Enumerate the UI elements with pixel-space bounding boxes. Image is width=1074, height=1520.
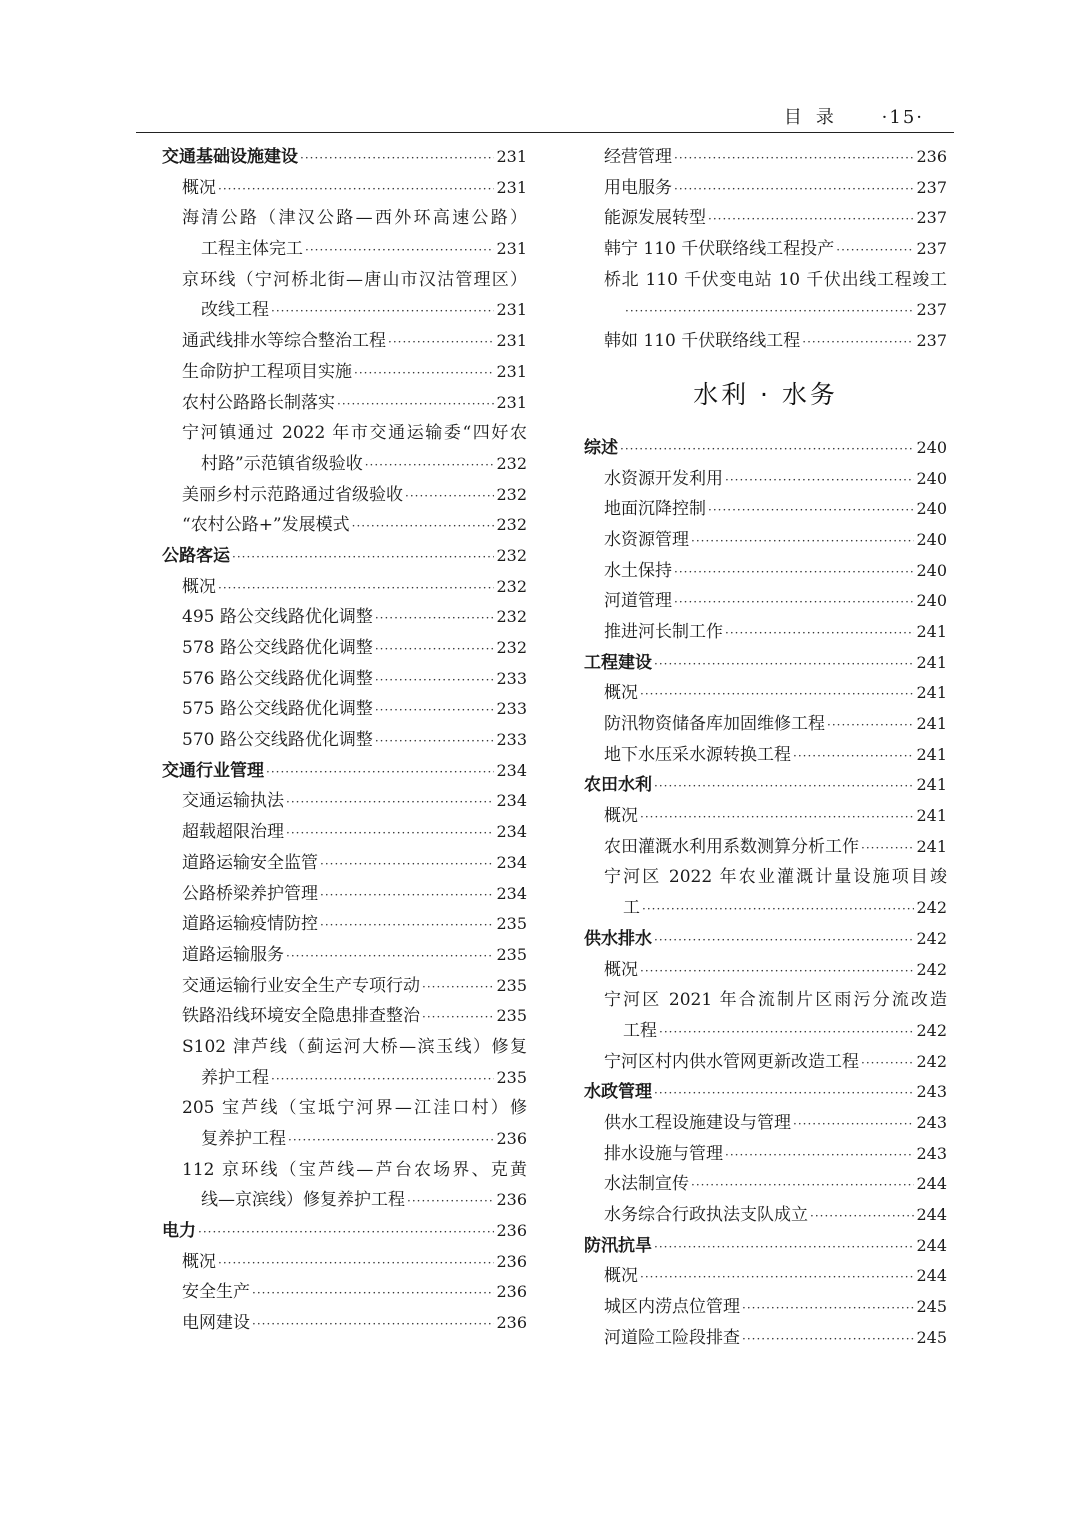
toc-page-number: 241: [916, 714, 947, 733]
toc-page-number: 242: [916, 1051, 947, 1071]
toc-entry-title: 水资源开发利用: [604, 468, 723, 489]
toc-entry[interactable]: [162, 203, 527, 234]
dot-leader: [620, 434, 914, 465]
dot-leader: [625, 296, 914, 327]
toc-page-number: 233: [496, 730, 527, 750]
toc-page-number: 242: [916, 928, 947, 948]
toc-page-number: 240: [916, 499, 947, 519]
dot-leader: [288, 1125, 494, 1156]
toc-entry[interactable]: [584, 326, 947, 357]
toc-entry-title: 水法制宣传: [604, 1174, 689, 1195]
toc-entry-title: 供水排水: [584, 928, 652, 949]
toc-page-number: 237: [916, 208, 947, 228]
toc-entry[interactable]: [584, 173, 947, 204]
toc-page-number: 236: [496, 1190, 527, 1210]
toc-entry[interactable]: [162, 633, 527, 664]
toc-page-number: 240: [916, 437, 947, 457]
dot-leader: [708, 495, 914, 526]
toc-entry[interactable]: [162, 817, 527, 848]
dot-leader: [793, 1109, 914, 1140]
toc-entry-title: 道路运输安全监管: [182, 852, 318, 873]
toc-entry-title: 工程主体完工: [201, 239, 303, 260]
dot-leader: [232, 542, 494, 573]
toc-entry-title: 道路运输服务: [182, 944, 284, 965]
toc-entry-title: 复养护工程: [201, 1129, 286, 1149]
toc-entry-title: 地下水压采水源转换工程: [604, 744, 791, 765]
toc-page-number: 245: [916, 1297, 947, 1317]
dot-leader: [640, 1262, 914, 1293]
toc-entry-title: 综述: [584, 437, 618, 458]
toc-entry-title: 交通运输执法: [182, 791, 284, 812]
dot-leader: [725, 1140, 914, 1171]
toc-page-number: 231: [496, 361, 527, 381]
toc-entry[interactable]: [584, 1169, 947, 1200]
toc-entry[interactable]: [162, 357, 527, 388]
dot-leader: [320, 880, 494, 911]
toc-page-number: 244: [916, 1205, 947, 1224]
toc-entry[interactable]: [584, 586, 947, 617]
toc-page-number: 234: [496, 822, 527, 842]
section-title: 水利 · 水务: [693, 379, 838, 409]
dot-leader: [654, 771, 914, 802]
dot-leader: [300, 143, 494, 174]
dot-leader: [388, 327, 494, 358]
toc-entry[interactable]: [584, 556, 947, 587]
toc-entry-title: 河道管理: [604, 591, 672, 612]
toc-entry[interactable]: [584, 1292, 947, 1323]
toc-page-number: 241: [916, 652, 947, 672]
toc-entry-title: 宁河区 2021 年合流制片区雨污分流改造: [604, 990, 947, 1011]
dot-leader: [337, 389, 494, 420]
dot-leader: [405, 481, 494, 512]
toc-page-number: 236: [496, 1313, 527, 1333]
toc-entry[interactable]: [584, 709, 947, 740]
toc-entry[interactable]: [162, 265, 527, 296]
toc-entry-title: 城区内涝点位管理: [604, 1297, 740, 1318]
toc-entry[interactable]: [162, 909, 527, 940]
dot-leader: [742, 1293, 914, 1324]
toc-entry-title: 农田灌溉水利用系数测算分析工作: [604, 836, 859, 857]
toc-entry-title: “农村公路+”发展模式: [182, 515, 350, 536]
dot-leader: [802, 327, 914, 358]
toc-page-number: 231: [496, 177, 527, 197]
toc-page-number: 241: [916, 683, 947, 703]
toc-page-number: 235: [496, 944, 527, 964]
toc-entry-title: 576 路公交线路优化调整: [182, 668, 373, 689]
dot-leader: [422, 1002, 494, 1033]
toc-entry-title: 112 京环线（宝芦线—芦台农场界、克黄: [182, 1159, 527, 1180]
toc-entry-title: 570 路公交线路优化调整: [182, 730, 373, 751]
dot-leader: [218, 174, 494, 205]
toc-entry[interactable]: [584, 464, 947, 495]
toc-entry-title: 地面沉降控制: [604, 499, 706, 520]
toc-entry[interactable]: [584, 265, 947, 296]
toc-entry-title: 宁河镇通过 2022 年市交通运输委“四好农: [182, 423, 527, 444]
dot-leader: [674, 557, 914, 588]
toc-entry-title: 京环线（宁河桥北街—唐山市汉沽管理区）: [182, 269, 527, 290]
dot-leader: [422, 972, 494, 1003]
toc-heading[interactable]: [584, 1077, 947, 1108]
toc-entry[interactable]: [162, 1277, 527, 1308]
toc-page-number: 235: [496, 1067, 527, 1087]
toc-page-number: 236: [496, 1129, 527, 1148]
toc-entry[interactable]: [162, 1247, 527, 1278]
toc-entry[interactable]: [584, 985, 947, 1016]
toc-entry-title: 概况: [182, 576, 216, 597]
toc-page-number: 232: [496, 576, 527, 596]
toc-entry-title: 能源发展转型: [604, 208, 706, 229]
dot-leader: [861, 1048, 914, 1079]
toc-page-number: 234: [496, 791, 527, 811]
toc-page-number: 243: [916, 1082, 947, 1102]
toc-heading[interactable]: [584, 648, 947, 679]
toc-page-number: 236: [916, 147, 947, 166]
toc-page-number: 235: [496, 1006, 527, 1026]
dot-leader: [708, 204, 914, 235]
toc-entry-title: 美丽乡村示范路通过省级验收: [182, 484, 403, 505]
toc-entry[interactable]: [162, 940, 527, 971]
toc-page-number: 244: [916, 1174, 947, 1194]
toc-entry[interactable]: [162, 1093, 527, 1124]
dot-leader: [365, 450, 495, 481]
toc-entry[interactable]: [162, 1063, 527, 1094]
toc-page-number: 240: [916, 468, 947, 488]
toc-page-number: 245: [916, 1327, 947, 1347]
toc-entry[interactable]: [584, 678, 947, 709]
dot-leader: [642, 894, 914, 925]
dot-leader: [375, 695, 495, 726]
toc-page-number: 242: [916, 1020, 947, 1040]
toc-page-number: 237: [916, 300, 947, 320]
toc-heading[interactable]: [162, 1216, 527, 1247]
toc-entry[interactable]: [162, 388, 527, 419]
toc-entry[interactable]: [162, 848, 527, 879]
toc-entry-title: 205 宝芦线（宝坻宁河界—江洼口村）修: [182, 1098, 527, 1119]
toc-entry[interactable]: [162, 572, 527, 603]
dot-leader: [286, 941, 494, 972]
toc-entry-title: 概况: [604, 806, 638, 827]
toc-page-number: 241: [916, 744, 947, 764]
toc-entry[interactable]: [584, 801, 947, 832]
toc-entry-title: 改线工程: [201, 300, 269, 321]
dot-leader: [407, 1186, 494, 1217]
toc-page-number: 231: [496, 147, 527, 166]
toc-heading[interactable]: [584, 770, 947, 801]
toc-page-number: 237: [916, 239, 947, 259]
toc-page-number: 235: [496, 975, 527, 995]
running-header: [784, 103, 924, 129]
toc-page-number: 244: [916, 1266, 947, 1286]
toc-page-number: 235: [496, 914, 527, 934]
toc-entry[interactable]: [162, 971, 527, 1002]
toc-page-number: 243: [916, 1143, 947, 1163]
toc-page-number: 231: [496, 300, 527, 320]
header-page-number: ·15·: [881, 107, 924, 128]
dot-leader: [810, 1201, 914, 1232]
toc-entry[interactable]: [584, 234, 947, 265]
toc-entry[interactable]: [162, 173, 527, 204]
toc-page-number: 232: [496, 515, 527, 535]
dot-leader: [640, 802, 914, 833]
toc-entry[interactable]: [162, 602, 527, 633]
toc-entry-title: 推进河长制工作: [604, 621, 723, 642]
dot-leader: [659, 1017, 914, 1048]
dot-leader: [640, 956, 914, 987]
toc-page-number: 240: [916, 560, 947, 580]
toc-entry[interactable]: [162, 418, 527, 449]
toc-page-number: 234: [496, 852, 527, 872]
toc-entry[interactable]: [162, 786, 527, 817]
header-rule: [136, 132, 954, 133]
toc-entry-title: 超载超限治理: [182, 822, 284, 843]
toc-entry[interactable]: [162, 1124, 527, 1155]
toc-entry[interactable]: [162, 1155, 527, 1186]
dot-leader: [305, 235, 494, 266]
toc-page-number: 232: [496, 607, 527, 627]
toc-entry[interactable]: [162, 295, 527, 326]
toc-entry[interactable]: [584, 203, 947, 234]
toc-entry[interactable]: [584, 1139, 947, 1170]
toc-page-number: 233: [496, 699, 527, 719]
toc-page-number: 231: [496, 392, 527, 412]
dot-leader: [674, 174, 914, 205]
toc-entry-title: 宁河区 2022 年农业灌溉计量设施项目竣: [604, 867, 947, 888]
dot-leader: [793, 741, 914, 772]
toc-entry-title: 防汛抗旱: [584, 1235, 652, 1256]
toc-entry-title: 水政管理: [584, 1082, 652, 1103]
dot-leader: [352, 511, 495, 542]
toc-page-number: 241: [916, 621, 947, 641]
toc-entry[interactable]: [162, 1185, 527, 1216]
toc-entry-title: 经营管理: [604, 147, 672, 167]
toc-entry[interactable]: [162, 725, 527, 756]
toc-heading[interactable]: [584, 924, 947, 955]
toc-entry[interactable]: [584, 1323, 947, 1354]
toc-entry[interactable]: [584, 617, 947, 648]
dot-leader: [725, 618, 914, 649]
toc-page-number: 240: [916, 529, 947, 549]
toc-entry[interactable]: [162, 326, 527, 357]
toc-entry-title: 578 路公交线路优化调整: [182, 638, 373, 658]
dot-leader: [827, 710, 914, 741]
toc-entry-title: 交通基础设施建设: [162, 147, 298, 167]
toc-entry-title: 生命防护工程项目实施: [182, 361, 352, 382]
toc-page-number: 240: [916, 591, 947, 611]
toc-page-number: 233: [496, 668, 527, 688]
toc-entry[interactable]: [162, 1032, 527, 1063]
toc-entry-title: 概况: [604, 1266, 638, 1287]
toc-entry[interactable]: [162, 1001, 527, 1032]
toc-page-number: 231: [496, 331, 527, 351]
toc-page-number: 237: [916, 177, 947, 197]
dot-leader: [861, 833, 914, 864]
dot-leader: [271, 296, 494, 327]
dot-leader: [252, 1278, 494, 1309]
toc-entry-title: 概况: [182, 1251, 216, 1272]
toc-entry[interactable]: [584, 740, 947, 771]
dot-leader: [725, 465, 914, 496]
toc-entry[interactable]: [162, 694, 527, 725]
toc-entry[interactable]: [584, 1200, 947, 1231]
toc-entry-title: 宁河区村内供水管网更新改造工程: [604, 1051, 859, 1072]
toc-entry-title: S102 津芦线（蓟运河大桥—滨玉线）修复: [182, 1036, 527, 1057]
dot-leader: [654, 1078, 914, 1109]
toc-entry-title: 水资源管理: [604, 529, 689, 550]
toc-entry-title: 概况: [182, 177, 216, 198]
dot-leader: [286, 787, 494, 818]
toc-entry-title: 概况: [604, 959, 638, 980]
dot-leader: [375, 726, 495, 757]
toc-entry-title: 村路”示范镇省级验收: [201, 453, 363, 474]
toc-entry[interactable]: [162, 234, 527, 265]
toc-entry[interactable]: [584, 832, 947, 863]
toc-entry-title: 韩宁 110 千伏联络线工程投产: [604, 239, 835, 260]
toc-entry[interactable]: [584, 1016, 947, 1047]
toc-page-number: 236: [496, 1251, 527, 1271]
dot-leader: [375, 603, 495, 634]
toc-entry[interactable]: [584, 295, 947, 326]
toc-entry[interactable]: [162, 510, 527, 541]
dot-leader: [654, 1232, 914, 1263]
dot-leader: [375, 665, 495, 696]
dot-leader: [218, 573, 494, 604]
toc-right-column: [584, 142, 947, 1353]
toc-entry-title: 575 路公交线路优化调整: [182, 699, 373, 720]
toc-page-number: 241: [916, 775, 947, 795]
toc-page-number: 242: [916, 959, 947, 979]
toc-page-number: 236: [496, 1221, 527, 1241]
toc-entry[interactable]: [584, 1108, 947, 1139]
toc-heading[interactable]: [584, 1231, 947, 1262]
toc-page-number: 244: [916, 1235, 947, 1255]
toc-entry[interactable]: [584, 893, 947, 924]
toc-entry-title: 495 路公交线路优化调整: [182, 607, 373, 628]
toc-page-number: 242: [916, 898, 947, 918]
dot-leader: [691, 1170, 914, 1201]
toc-entry[interactable]: [584, 862, 947, 893]
header-section: 目录: [783, 107, 848, 128]
toc-entry[interactable]: [584, 1261, 947, 1292]
dot-leader: [742, 1324, 914, 1355]
toc-entry-title: 交通行业管理: [162, 760, 264, 781]
toc-right-top-list: [584, 142, 947, 357]
toc-page-number: 237: [916, 331, 947, 351]
dot-leader: [674, 587, 914, 618]
toc-entry-title: 道路运输疫情防控: [182, 914, 318, 935]
toc-entry-title: 电网建设: [182, 1313, 250, 1334]
toc-entry-title: 水土保持: [604, 560, 672, 581]
toc-entry-title: 公路客运: [162, 545, 230, 566]
dot-leader: [691, 526, 914, 557]
toc-entry-title: 农村公路路长制落实: [182, 392, 335, 413]
toc-entry[interactable]: [162, 449, 527, 480]
toc-entry-title: 工程建设: [584, 652, 652, 673]
dot-leader: [320, 849, 494, 880]
toc-entry-title: 工程: [623, 1020, 657, 1041]
dot-leader: [198, 1217, 494, 1248]
toc-heading[interactable]: [162, 142, 527, 173]
toc-entry-title: 电力: [162, 1221, 196, 1242]
toc-page-number: 232: [496, 484, 527, 504]
toc-heading[interactable]: [584, 433, 947, 464]
toc-right-bottom-list: [584, 433, 947, 1354]
toc-entry[interactable]: [162, 480, 527, 511]
toc-entry-title: 概况: [604, 683, 638, 704]
toc-entry-title: 供水工程设施建设与管理: [604, 1112, 791, 1133]
dot-leader: [266, 757, 494, 788]
toc-page-number: 241: [916, 836, 947, 856]
toc-entry-title: 工: [623, 898, 640, 919]
toc-entry[interactable]: [162, 664, 527, 695]
dot-leader: [354, 358, 494, 389]
dot-leader: [320, 910, 494, 941]
toc-entry[interactable]: [584, 955, 947, 986]
toc-entry-title: 防汛物资储备库加固维修工程: [604, 714, 825, 734]
toc-entry-title: 交通运输行业安全生产专项行动: [182, 975, 420, 996]
toc-entry[interactable]: [584, 142, 947, 173]
toc-page-number: 241: [916, 806, 947, 826]
toc-entry-title: 通武线排水等综合整治工程: [182, 331, 386, 352]
toc-entry-title: 公路桥梁养护管理: [182, 883, 318, 904]
dot-leader: [286, 818, 494, 849]
toc-heading[interactable]: [162, 541, 527, 572]
toc-entry[interactable]: [584, 525, 947, 556]
toc-entry-title: 安全生产: [182, 1282, 250, 1303]
toc-entry-title: 线—京滨线）修复养护工程: [201, 1190, 405, 1211]
toc-page-number: 243: [916, 1112, 947, 1132]
toc-page-number: 232: [496, 638, 527, 657]
toc-page-number: 234: [496, 760, 527, 780]
toc-entry-title: 水务综合行政执法支队成立: [604, 1205, 808, 1225]
toc-entry-title: 海清公路（津汉公路—西外环高速公路）: [182, 208, 527, 229]
dot-leader: [252, 1309, 494, 1340]
toc-heading[interactable]: [162, 756, 527, 787]
toc-entry-title: 养护工程: [201, 1067, 269, 1088]
toc-page-number: 234: [496, 883, 527, 903]
toc-page-number: 236: [496, 1282, 527, 1302]
toc-entry-title: 农田水利: [584, 775, 652, 796]
toc-entry[interactable]: [584, 1047, 947, 1078]
dot-leader: [836, 235, 914, 266]
toc-entry[interactable]: [162, 1308, 527, 1339]
dot-leader: [218, 1248, 494, 1279]
dot-leader: [674, 143, 914, 174]
dot-leader: [654, 649, 914, 680]
toc-entry-title: 河道险工险段排查: [604, 1327, 740, 1348]
toc-entry-title: 用电服务: [604, 177, 672, 198]
toc-entry[interactable]: [584, 494, 947, 525]
dot-leader: [640, 679, 914, 710]
toc-page-number: 232: [496, 545, 527, 565]
toc-entry-title: 铁路沿线环境安全隐患排查整治: [182, 1006, 420, 1027]
toc-entry-title: 桥北 110 千伏变电站 10 千伏出线工程竣工: [604, 269, 947, 290]
toc-entry-title: 韩如 110 千伏联络线工程: [604, 331, 801, 352]
toc-page-number: 232: [496, 453, 527, 473]
toc-page-number: 231: [496, 239, 527, 259]
toc-entry-title: 排水设施与管理: [604, 1143, 723, 1164]
dot-leader: [271, 1064, 494, 1095]
dot-leader: [654, 925, 914, 956]
toc-entry[interactable]: [162, 879, 527, 910]
toc-left-column: [162, 142, 527, 1339]
dot-leader: [375, 634, 495, 665]
